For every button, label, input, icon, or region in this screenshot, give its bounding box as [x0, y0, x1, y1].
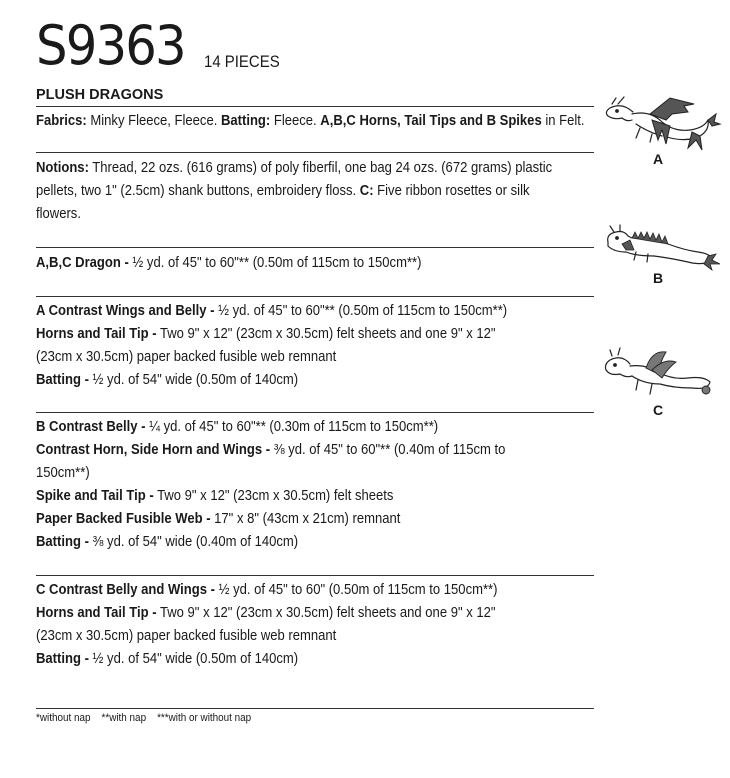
row-label: Horns and Tail Tip - [36, 605, 157, 621]
pattern-number: S9363 [36, 14, 185, 77]
fabrics-section [36, 110, 596, 133]
row-text: ⅜ yd. of 54" wide (0.40m of 140cm) [88, 534, 299, 550]
notions-section [36, 157, 596, 226]
dragon-c-illustration [600, 346, 725, 406]
divider [36, 412, 594, 413]
row-text: ½ yd. of 54" wide (0.50m of 140cm) [88, 372, 299, 388]
row-text: ¼ yd. of 45" to 60"** (0.30m of 115cm to 150cm**) [145, 419, 439, 435]
row-label: Batting - [36, 534, 89, 550]
abc-text: ½ yd. of 45" to 60"** (0.50m of 115cm to 150cm**) [128, 255, 422, 271]
row-text: 150cm**) [36, 465, 90, 481]
divider [36, 152, 594, 153]
row-label: Horns and Tail Tip - [36, 326, 157, 342]
notions-line: Thread, 22 ozs. (616 grams) of poly fiberfil, one bag 24 ozs. (672 grams) plastic [88, 160, 553, 176]
figure-label-c: C [653, 402, 664, 418]
divider [36, 296, 594, 297]
header [36, 14, 198, 77]
row-label: Contrast Horn, Side Horn and Wings - [36, 442, 271, 458]
row-label: A Contrast Wings and Belly - [36, 303, 215, 319]
divider [36, 106, 594, 107]
batting-label: Batting: [220, 113, 271, 129]
view-b-section [36, 416, 596, 554]
dragon-b-illustration [600, 222, 725, 274]
row-label: B Contrast Belly - [36, 419, 146, 435]
notions-line: pellets, two 1" (2.5cm) shank buttons, embroidery floss. [36, 183, 360, 199]
view-c-section [36, 579, 596, 671]
row-label: C Contrast Belly and Wings - [36, 582, 215, 598]
batting-text: Fleece. [270, 113, 321, 129]
row-text: ½ yd. of 54" wide (0.50m of 140cm) [88, 651, 299, 667]
row-text: Two 9" x 12" (23cm x 30.5cm) felt sheets and one 9" x 12" [156, 326, 496, 342]
pieces-count: 14 PIECES [204, 52, 280, 71]
divider [36, 708, 594, 709]
row-text: ½ yd. of 45" to 60"** (0.50m of 115cm to 150cm**) [214, 303, 508, 319]
felt-label: A,B,C Horns, Tail Tips and B Spikes [320, 113, 542, 129]
row-label: Batting - [36, 372, 89, 388]
view-a-section [36, 300, 596, 392]
row-label: Batting - [36, 651, 89, 667]
figure-label-a: A [653, 151, 664, 167]
abc-dragon-section [36, 252, 596, 275]
row-text: ½ yd. of 45" to 60" (0.50m of 115cm to 150cm**) [214, 582, 498, 598]
row-text: ⅜ yd. of 45" to 60"** (0.40m of 115cm to [270, 442, 506, 458]
abc-label: A,B,C Dragon - [36, 255, 129, 271]
fabrics-label: Fabrics: [36, 113, 87, 129]
divider [36, 575, 594, 576]
page-title: PLUSH DRAGONS [36, 87, 164, 103]
notions-c-label: C: [359, 183, 374, 199]
figure-label-b: B [653, 270, 664, 286]
row-text: (23cm x 30.5cm) paper backed fusible web remnant [36, 349, 337, 365]
felt-text: in Felt. [541, 113, 585, 129]
fabrics-text: Minky Fleece, Fleece. [86, 113, 221, 129]
row-text: (23cm x 30.5cm) paper backed fusible web remnant [36, 628, 337, 644]
divider [36, 247, 594, 248]
row-label: Spike and Tail Tip - [36, 488, 154, 504]
footnote: *without nap **with nap ***with or without nap [36, 712, 252, 724]
row-text: Two 9" x 12" (23cm x 30.5cm) felt sheets and one 9" x 12" [156, 605, 496, 621]
notions-line: flowers. [36, 206, 81, 222]
row-text: Two 9" x 12" (23cm x 30.5cm) felt sheets [153, 488, 394, 504]
row-text: 17" x 8" (43cm x 21cm) remnant [210, 511, 401, 527]
row-label: Paper Backed Fusible Web - [36, 511, 211, 527]
notions-label: Notions: [36, 160, 89, 176]
notions-line: Five ribbon rosettes or silk [373, 183, 530, 199]
